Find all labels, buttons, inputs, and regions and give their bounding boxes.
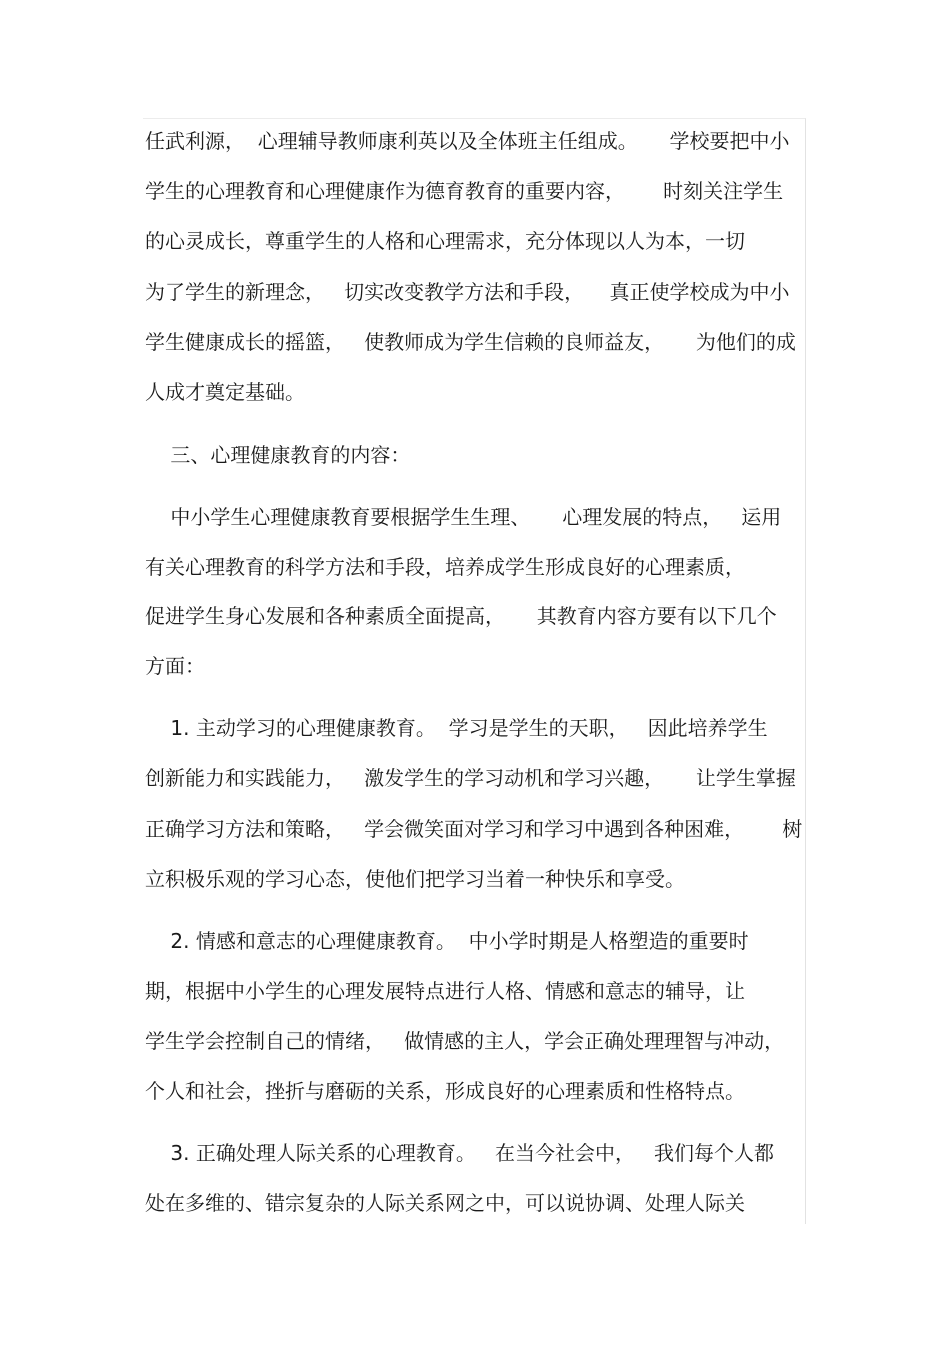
text-line: 学生的心理教育和心理健康作为德育教育的重要内容， 时刻关注学生 xyxy=(145,179,784,203)
text-line: 人成才奠定基础。 xyxy=(145,380,305,404)
text-line: 3. 正确处理人际关系的心理教育。 在当今社会中， 我们每个人都 xyxy=(145,1141,775,1165)
text-line: 为了学生的新理念， 切实改变教学方法和手段， 真正使学校成为中小 xyxy=(145,280,790,304)
text-line: 创新能力和实践能力， 激发学生的学习动机和学习兴趣， 让学生掌握 xyxy=(145,766,796,790)
text-line: 中小学生心理健康教育要根据学生生理、 心理发展的特点， 运用 xyxy=(145,505,782,529)
text-line: 学生健康成长的摇篮， 使教师成为学生信赖的良师益友， 为他们的成 xyxy=(145,330,796,354)
text-line: 个人和社会，挫折与磨砺的关系，形成良好的心理素质和性格特点。 xyxy=(145,1079,745,1103)
text-line: 正确学习方法和策略， 学会微笑面对学习和学习中遇到各种困难， 树 xyxy=(145,817,803,841)
text-line: 方面： xyxy=(145,654,205,678)
text-line: 2. 情感和意志的心理健康教育。 中小学时期是人格塑造的重要时 xyxy=(145,929,749,953)
text-line: 立积极乐观的学习心态，使他们把学习当着一种快乐和享受。 xyxy=(145,867,685,891)
text-line: 处在多维的、错宗复杂的人际关系网之中，可以说协调、处理人际关 xyxy=(145,1191,745,1215)
text-line: 任武利源， 心理辅导教师康利英以及全体班主任组成。 学校要把中小 xyxy=(145,129,790,153)
text-line: 有关心理教育的科学方法和手段，培养成学生形成良好的心理素质， xyxy=(145,555,745,579)
text-line: 的心灵成长，尊重学生的人格和心理需求，充分体现以人为本，一切 xyxy=(145,229,745,253)
text-line: 1. 主动学习的心理健康教育。 学习是学生的天职， 因此培养学生 xyxy=(145,716,768,740)
text-line: 促进学生身心发展和各种素质全面提高， 其教育内容方要有以下几个 xyxy=(145,604,777,628)
text-line: 期，根据中小学生的心理发展特点进行人格、情感和意志的辅导，让 xyxy=(145,979,745,1003)
text-line: 学生学会控制自己的情绪， 做情感的主人，学会正确处理理智与冲动， xyxy=(145,1029,785,1053)
section-heading: 三、心理健康教育的内容： xyxy=(145,443,411,467)
